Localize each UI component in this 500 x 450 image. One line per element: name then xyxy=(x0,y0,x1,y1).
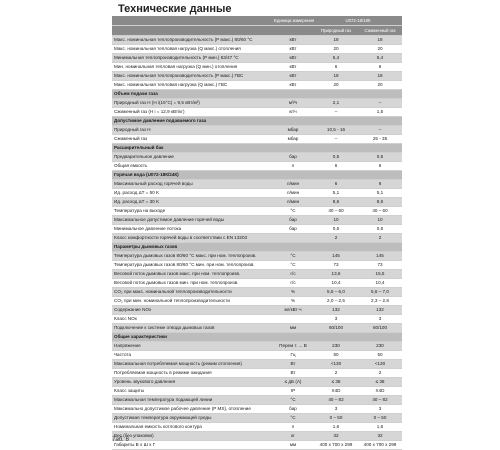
natural-gas-value: 145 xyxy=(314,252,358,261)
natural-gas-value: 8,6 xyxy=(314,198,358,207)
natural-gas-value: 3 xyxy=(314,405,358,414)
lpg-value: <130 xyxy=(358,360,402,369)
table-row xyxy=(112,252,402,261)
natural-gas-value: 0,5 xyxy=(314,153,358,162)
natural-gas-value: 3 xyxy=(314,315,358,324)
table-row xyxy=(112,405,402,414)
lpg-value: 18 xyxy=(358,36,402,45)
natural-gas-value: 18 xyxy=(314,72,358,81)
natural-gas-value: 10,5 - 16 xyxy=(314,126,358,135)
lpg-value: – xyxy=(358,99,402,108)
lpg-value: 2,3 – 2,8 xyxy=(358,297,402,306)
section-row xyxy=(112,333,402,342)
param-label: Ид. расход ΔT = 50 K xyxy=(112,189,272,198)
table-row xyxy=(112,360,402,369)
param-label: Класс комфортности горячей воды в соответствии с EN 13203 xyxy=(112,234,272,243)
table-row xyxy=(112,63,402,72)
natural-gas-value: 40 – 60 xyxy=(314,207,358,216)
table-row xyxy=(112,81,402,90)
unit-cell: л/мин xyxy=(272,189,314,198)
table-row xyxy=(112,423,402,432)
unit-cell: Гц xyxy=(272,351,314,360)
table-row xyxy=(112,342,402,351)
param-label: Максимальный расход горячей воды xyxy=(112,180,272,189)
lpg-value: 73 xyxy=(358,261,402,270)
unit-cell: °C xyxy=(272,207,314,216)
param-label: Весовой поток дымовых газов макс. при ном. теплопроизв. xyxy=(112,270,272,279)
unit-cell: г/с xyxy=(272,270,314,279)
lpg-value: 3 xyxy=(358,315,402,324)
unit-cell: °C xyxy=(272,252,314,261)
natural-gas-value: 60/100 xyxy=(314,324,358,333)
lpg-value: 15,5 xyxy=(358,270,402,279)
lpg-value: 1,6 xyxy=(358,423,402,432)
natural-gas-value: 2,1 xyxy=(314,99,358,108)
natural-gas-value: ≤ 38 xyxy=(314,378,358,387)
lpg-value: X4D xyxy=(358,387,402,396)
unit-cell: кВт xyxy=(272,54,314,63)
lpg-value: 2 xyxy=(358,369,402,378)
param-label: Содержание NOx xyxy=(112,306,272,315)
unit-cell: °C xyxy=(272,414,314,423)
table-row xyxy=(112,351,402,360)
header-natural-gas: Природный газ xyxy=(314,26,358,36)
param-label: Напряжение xyxy=(112,342,272,351)
table-row xyxy=(112,225,402,234)
unit-cell xyxy=(272,315,314,324)
natural-gas-value: 1,6 xyxy=(314,423,358,432)
natural-gas-value: 132 xyxy=(314,306,358,315)
natural-gas-value: 0,5 xyxy=(314,225,358,234)
table-row xyxy=(112,288,402,297)
table-row xyxy=(112,324,402,333)
unit-cell: мм xyxy=(272,441,314,450)
unit-cell: л xyxy=(272,162,314,171)
table-row xyxy=(112,414,402,423)
param-label: CO₂ при макс. номинальной теплопроизводительности xyxy=(112,288,272,297)
table-row xyxy=(112,45,402,54)
table-row xyxy=(112,432,402,441)
header-unit: Единица измерения xyxy=(272,16,314,26)
natural-gas-value: 230 xyxy=(314,342,358,351)
param-label: Номинальная емкость котлового контура xyxy=(112,423,272,432)
param-label: Вес (без упаковки) xyxy=(112,432,272,441)
table-row xyxy=(112,72,402,81)
unit-cell: °C xyxy=(272,396,314,405)
param-label: Температура дымовых газов 80/60 °C макс. при ном. теплопроизв. xyxy=(112,252,272,261)
table-row xyxy=(112,234,402,243)
table-row xyxy=(112,369,402,378)
natural-gas-value: 0 – 50 xyxy=(314,414,358,423)
natural-gas-value: 6 xyxy=(314,180,358,189)
table-row xyxy=(112,36,402,45)
section-row xyxy=(112,144,402,153)
lpg-value: 1,5 xyxy=(358,108,402,117)
unit-cell: мм xyxy=(272,324,314,333)
param-label: Частота xyxy=(112,351,272,360)
lpg-value: 3 xyxy=(358,405,402,414)
table-row xyxy=(112,153,402,162)
natural-gas-value: 6 xyxy=(314,162,358,171)
table-row xyxy=(112,297,402,306)
param-label: Температура на выходе xyxy=(112,207,272,216)
lpg-value: 5,6 – 7,0 xyxy=(358,288,402,297)
lpg-value: 132 xyxy=(358,306,402,315)
lpg-value: 5,1 xyxy=(358,189,402,198)
table-row xyxy=(112,441,402,450)
table-row xyxy=(112,99,402,108)
unit-cell: л xyxy=(272,423,314,432)
natural-gas-value: 2 xyxy=(314,369,358,378)
param-label: Минимальная теплопроизводительность (P мин.) 53/47 °C xyxy=(112,54,272,63)
lpg-value: 6 xyxy=(358,162,402,171)
section-label: Допустимое давление подаваемого газа xyxy=(112,117,402,126)
unit-cell: ≤ дБ (A) xyxy=(272,378,314,387)
section-label: Параметры дымовых газов xyxy=(112,243,402,252)
param-label: Максимальная потребляемая мощность (режим отопления) xyxy=(112,360,272,369)
lpg-value: 0,5 xyxy=(358,153,402,162)
lpg-value: 32 xyxy=(358,432,402,441)
unit-cell: % xyxy=(272,297,314,306)
natural-gas-value: 20 xyxy=(314,81,358,90)
unit-cell: мбар xyxy=(272,126,314,135)
lpg-value: 0 – 50 xyxy=(358,414,402,423)
page-title: Технические данные xyxy=(118,3,232,15)
table-row xyxy=(112,189,402,198)
table-caption: Таб. 6 xyxy=(112,437,129,443)
unit-cell: кг xyxy=(272,432,314,441)
param-label: Максимальная температура подающей линии xyxy=(112,396,272,405)
unit-cell: м³/ч xyxy=(272,99,314,108)
lpg-value: 20 xyxy=(358,81,402,90)
table-body xyxy=(112,36,402,450)
param-label: Максимальное допустимое давление горячей воды xyxy=(112,216,272,225)
header-empty-2 xyxy=(112,26,272,36)
natural-gas-value: 20 xyxy=(314,45,358,54)
table-row xyxy=(112,315,402,324)
table-row xyxy=(112,396,402,405)
param-label: Сжиженный газ (H i = 12,9 кВт/кг) xyxy=(112,108,272,117)
natural-gas-value: 18 xyxy=(314,36,358,45)
natural-gas-value: 5,1 xyxy=(314,189,358,198)
lpg-value: – xyxy=(358,126,402,135)
header-empty-3 xyxy=(272,26,314,36)
section-label: Горячая вода (U072-18К/24К) xyxy=(112,171,402,180)
unit-cell: кВт xyxy=(272,72,314,81)
param-label: Габариты В х Ш х Г xyxy=(112,441,272,450)
natural-gas-value: 6 xyxy=(314,63,358,72)
lpg-value: ≤ 38 xyxy=(358,378,402,387)
natural-gas-value: 400 x 700 x 299 xyxy=(314,441,358,450)
table-row xyxy=(112,378,402,387)
table-row xyxy=(112,270,402,279)
lpg-value: 6 xyxy=(358,63,402,72)
table-row xyxy=(112,54,402,63)
lpg-value: 10 xyxy=(358,216,402,225)
natural-gas-value: 2 xyxy=(314,234,358,243)
unit-cell: л/мин xyxy=(272,180,314,189)
natural-gas-value: 5,5 – 6,0 xyxy=(314,288,358,297)
natural-gas-value: 13,6 xyxy=(314,270,358,279)
section-row xyxy=(112,90,402,99)
unit-cell: кВт xyxy=(272,45,314,54)
tech-data-table-wrapper xyxy=(112,16,402,450)
lpg-value: 40 – 60 xyxy=(358,207,402,216)
unit-cell: бар xyxy=(272,405,314,414)
unit-cell: кВт xyxy=(272,36,314,45)
header-empty xyxy=(112,16,272,26)
lpg-value: 8,6 xyxy=(358,198,402,207)
table-row xyxy=(112,279,402,288)
unit-cell: кВт xyxy=(272,81,314,90)
unit-cell: Перем т. ... В xyxy=(272,342,314,351)
param-label: Минимальное давление потока xyxy=(112,225,272,234)
lpg-value: 10,4 xyxy=(358,279,402,288)
table-row xyxy=(112,108,402,117)
unit-cell xyxy=(272,234,314,243)
section-label: Объем подачи газа xyxy=(112,90,402,99)
unit-cell: Вт xyxy=(272,360,314,369)
param-label: Весовой поток дымовых газов мин. при ном. теплопроизв. xyxy=(112,279,272,288)
lpg-value: 50 xyxy=(358,351,402,360)
natural-gas-value: 40 – 82 xyxy=(314,396,358,405)
param-label: Природный газ H xyxy=(112,126,272,135)
tech-data-table xyxy=(112,16,402,450)
unit-cell: % xyxy=(272,288,314,297)
natural-gas-value: – xyxy=(314,108,358,117)
lpg-value: 60/100 xyxy=(358,324,402,333)
unit-cell: °C xyxy=(272,261,314,270)
param-label: Допустимая температура окружающей среды xyxy=(112,414,272,423)
natural-gas-value: X4D xyxy=(314,387,358,396)
param-label: Уровень звукового давления xyxy=(112,378,272,387)
table-row xyxy=(112,306,402,315)
param-label: Макс. номинальная тепловая нагрузка (Q макс.) отопления xyxy=(112,45,272,54)
lpg-value: 230 xyxy=(358,342,402,351)
natural-gas-value: 32 xyxy=(314,432,358,441)
natural-gas-value: – xyxy=(314,135,358,144)
lpg-value: 145 xyxy=(358,252,402,261)
lpg-value: 40 – 82 xyxy=(358,396,402,405)
param-label: Подключение к системе отвода дымовых газов xyxy=(112,324,272,333)
section-row xyxy=(112,117,402,126)
lpg-value: 18 xyxy=(358,72,402,81)
section-label: Расширительный бак xyxy=(112,144,402,153)
section-row xyxy=(112,171,402,180)
lpg-value: 5,4 xyxy=(358,54,402,63)
natural-gas-value: 5,4 xyxy=(314,54,358,63)
unit-cell: IP xyxy=(272,387,314,396)
param-label: Максимально допустимое рабочее давление (P MS), отопление xyxy=(112,405,272,414)
lpg-value: 6 xyxy=(358,180,402,189)
unit-cell: бар xyxy=(272,216,314,225)
natural-gas-value: 10,4 xyxy=(314,279,358,288)
section-row xyxy=(112,243,402,252)
unit-cell: л/мин xyxy=(272,198,314,207)
table-row xyxy=(112,135,402,144)
natural-gas-value: 10 xyxy=(314,216,358,225)
param-label: Макс. номинальная тепловая нагрузка (Q макс.) ГВС xyxy=(112,81,272,90)
natural-gas-value: 50 xyxy=(314,351,358,360)
param-label: Общая емкость xyxy=(112,162,272,171)
unit-cell: мбар xyxy=(272,135,314,144)
param-label: Класс NOx xyxy=(112,315,272,324)
table-row xyxy=(112,261,402,270)
header-model: U072-18/18К xyxy=(314,16,402,26)
param-label: Потребляемая мощность в режиме ожидания xyxy=(112,369,272,378)
natural-gas-value: 2,0 – 2,5 xyxy=(314,297,358,306)
param-label: Предварительное давление xyxy=(112,153,272,162)
lpg-value: 25 - 35 xyxy=(358,135,402,144)
lpg-value: 0,5 xyxy=(358,225,402,234)
unit-cell: бар xyxy=(272,153,314,162)
param-label: Класс защиты xyxy=(112,387,272,396)
unit-cell: бар xyxy=(272,225,314,234)
lpg-value: 400 x 700 x 299 xyxy=(358,441,402,450)
table-row xyxy=(112,207,402,216)
unit-cell: кг/ч xyxy=(272,108,314,117)
param-label: Макс. номинальная теплопроизводительность (P макс.) ГВС xyxy=(112,72,272,81)
table-row xyxy=(112,162,402,171)
unit-cell: кВт xyxy=(272,63,314,72)
table-row xyxy=(112,180,402,189)
unit-cell: Вт xyxy=(272,369,314,378)
param-label: Температура дымовых газов 80/60 °C мин. при ном. теплопроизв. xyxy=(112,261,272,270)
natural-gas-value: <130 xyxy=(314,360,358,369)
header-lpg: Сжиженный газ xyxy=(358,26,402,36)
table-row xyxy=(112,198,402,207)
param-label: Природный газ H (H i(15°C) = 9,5 кВт/м³) xyxy=(112,99,272,108)
table-row xyxy=(112,216,402,225)
lpg-value: 2 xyxy=(358,234,402,243)
table-row xyxy=(112,387,402,396)
table-row xyxy=(112,126,402,135)
param-label: CO₂ при мин. номинальной теплопроизводительности xyxy=(112,297,272,306)
param-label: Ид. расход ΔT = 30 K xyxy=(112,198,272,207)
param-label: Мин. номинальная тепловая нагрузка (Q мин.) отопления xyxy=(112,63,272,72)
unit-cell: г/с xyxy=(272,279,314,288)
param-label: Сжиженный газ xyxy=(112,135,272,144)
lpg-value: 20 xyxy=(358,45,402,54)
param-label: Макс. номинальная теплопроизводительность (P макс.) 80/60 °C xyxy=(112,36,272,45)
unit-cell: мг/кВт·ч xyxy=(272,306,314,315)
section-label: Общие характеристики xyxy=(112,333,402,342)
natural-gas-value: 73 xyxy=(314,261,358,270)
